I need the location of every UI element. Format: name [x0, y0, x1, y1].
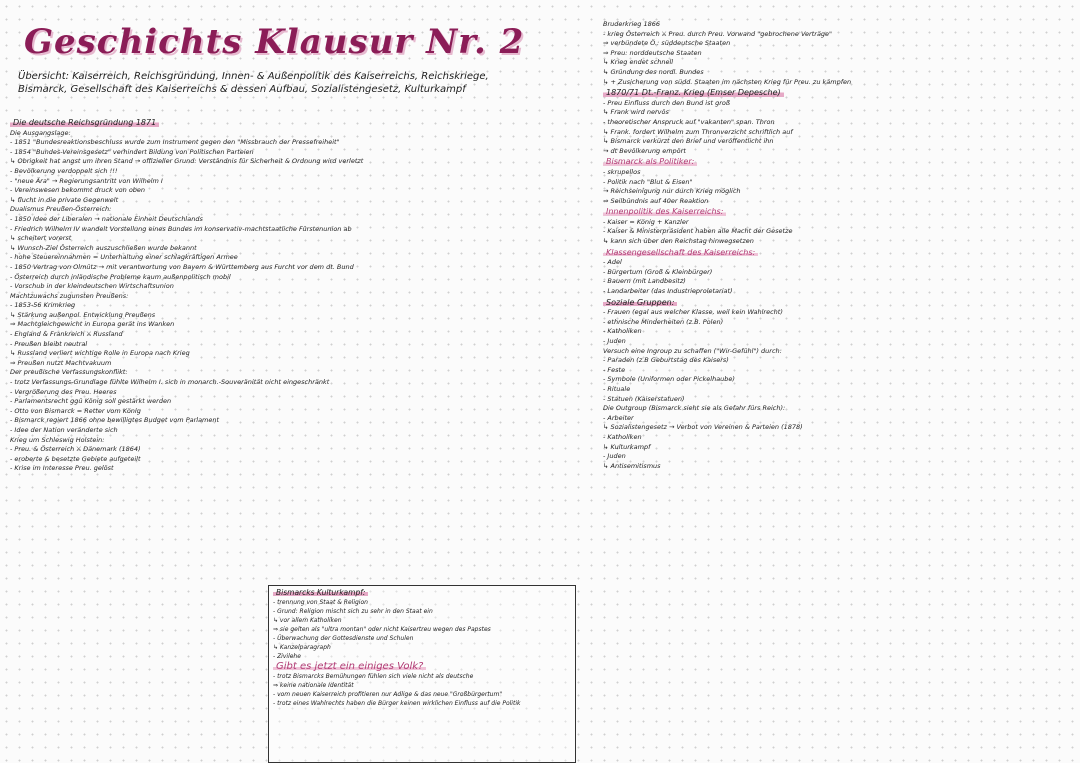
page-title: Geschichts Klausur Nr. 2 [24, 22, 525, 62]
overview [18, 70, 578, 96]
note-line: - krieg Österreich ⚔ Preu. durch Preu. Vorwand "gebrochene Verträge" [603, 29, 833, 38]
note-line: - Juden [603, 337, 626, 345]
right-column [603, 20, 1073, 471]
note-line: - Überwachung der Gottesdienste und Schulen [273, 635, 414, 642]
note-line: - Preu. & Österreich ⚔ Dänemark (1864) [10, 445, 141, 454]
section-heading [603, 87, 1073, 99]
section-heading [273, 587, 571, 598]
note-line: - Adel [603, 258, 622, 267]
note-line: - Österreich durch inländische Probleme kaum außenpolitisch mobil [10, 272, 231, 281]
note-line: - Krise im Interesse Preu. gelöst [10, 464, 114, 473]
heading-text: Bismarcks Kulturkampf: [273, 588, 368, 597]
heading-text: Klassengesellschaft des Kaiserreichs: [603, 248, 758, 258]
note-line: ↳ Kanzelparagraph [273, 644, 331, 651]
note-line: - Rituale [603, 384, 631, 393]
note-line: ↳ Krieg endet schnell [603, 58, 674, 67]
note-line: Krieg um Schleswig Holstein: [10, 435, 105, 444]
note-line: ↳ Frank. fordert Wilhelm zum Thronverzicht schriftlich auf [603, 127, 793, 136]
note-line: - England & Frankreich ⚔ Russland [10, 330, 123, 339]
note-line: ⇒ sie gelten als "ultra montan" oder nicht Kaisertreu wegen des Papstes [273, 626, 491, 633]
note-line: - Katholiken [603, 432, 642, 441]
kulturkampf-box [268, 585, 576, 763]
note-line: - trennung von Staat & Religion [273, 599, 368, 606]
note-line: - Zivilehe [273, 653, 301, 660]
note-line: ↳ Frank wird nervös [603, 108, 669, 117]
note-line: - Friedrich Wilhelm IV wandelt Vorstellung eines Bundes im konservativ-machtstaatliche Fürstenunion ab [10, 224, 352, 233]
note-line: - 1850 Vertrag von Olmütz → mit verantwortung von Bayern & Württemberg aus Furcht vor dem dt. Bund [10, 262, 354, 271]
note-line: - Idee der Nation veränderte sich [10, 426, 118, 434]
note-line: - Landarbeiter (das Industrieproletariat) [603, 287, 733, 296]
note-line: - Kaiser & Ministerpräsident haben alle Macht der Gesetze [603, 227, 793, 236]
note-line: - eroberte & besetzte Gebiete aufgeteilt [10, 454, 141, 463]
note-line: ⇒ Preu: norddeutsche Staaten [603, 48, 702, 57]
note-line: - Bevölkerung verdoppelt sich !!! [10, 166, 118, 175]
heading-text: 1870/71 Dt.-Franz. Krieg (Emser Depesche) [603, 88, 784, 98]
note-line: - Vorschub in der kleindeutschen Wirtschaftsunion [10, 282, 174, 291]
note-line: - Bauern (mit Landbesitz) [603, 277, 686, 286]
note-line: Dualismus Preußen-Österreich: [10, 205, 112, 214]
note-line: ↳ + Zusicherung von südd. Staaten im nächsten Krieg für Preu. zu kämpfen [603, 77, 852, 86]
note-line: - Feste [603, 365, 626, 374]
note-line: ↳ kann sich über den Reichstag hinwegsetzen [603, 237, 754, 246]
note-line: - Bismarck regiert 1866 ohne bewilligtes Budget vom Parlament [10, 416, 220, 425]
heading-text: Bismarck als Politiker: [603, 157, 697, 167]
note-line: - Otto von Bismarck = Retter vom König [10, 406, 141, 415]
note-line: - vom neuen Kaiserreich profitieren nur Adlige & das neue "Großbürgertum" [273, 691, 503, 698]
note-line: ↳ Russland verliert wichtige Rolle in Europa nach Krieg [10, 349, 190, 358]
heading-text: Die deutsche Reichsgründung 1871 [10, 118, 159, 128]
note-line: Bruderkrieg 1866 [603, 20, 661, 28]
section-heading [603, 297, 1073, 309]
note-line: - Preußen bleibt neutral [10, 339, 88, 348]
note-line: - Vereinswesen bekommt druck von oben [10, 186, 146, 195]
note-line: - 1850 Idee der Liberalen → nationale Einheit Deutschlands [10, 214, 203, 223]
note-line: ↳ Kulturkampf [603, 442, 651, 451]
note-line: ⇒ Machtgleichgewicht in Europa gerät ins Wanken [10, 320, 175, 329]
note-line: ↳ Antisemitismus [603, 461, 661, 470]
note-line: ↳ Gründung des nordl. Bundes [603, 67, 704, 76]
overview-line: Bismarck, Gesellschaft des Kaiserreichs & dessen Aufbau, Sozialistengesetz, Kulturkampf [18, 84, 466, 95]
note-line: - "neue Ära" → Regierungsantritt von Wilhelm I [10, 176, 163, 185]
note-line: Machtzuwachs zugunsten Preußens: [10, 291, 129, 300]
overview-line: Übersicht: Kaiserreich, Reichsgründung, Innen- & Außenpolitik des Kaiserreichs, Reichskriege, [18, 71, 489, 82]
note-line: - Statuen (Kaiserstatuen) [603, 394, 685, 403]
note-line: ↳ Wunsch-Ziel Österreich auszuschließen wurde bekannt [10, 243, 197, 252]
note-line: - Vergrößerung des Preu. Heeres [10, 387, 117, 396]
note-line: - trotz eines Wahlrechts haben die Bürger keinen wirklichen Einfluss auf die Politik [273, 700, 521, 707]
left-column [10, 117, 570, 474]
section-heading [10, 117, 570, 129]
note-line: - Symbole (Uniformen oder Pickelhaube) [603, 375, 735, 384]
note-line: - theoretischer Anspruck auf "vakanten" span. Thron [603, 117, 775, 126]
note-line: - Arbeiter [603, 413, 634, 422]
note-line: - Kaiser = König + Kanzler [603, 217, 689, 226]
note-line: - skrupellos [603, 167, 641, 176]
note-line: ↳ Obrigkeit hat angst um ihren Stand → offizieller Grund: Verständnis für Sicherheit & Ordnung wird verletzt [10, 157, 364, 166]
note-line: - 1853-56 Krimkrieg [10, 301, 76, 310]
note-line: ⇒ Seilbündnis auf 40er Reaktion [603, 196, 709, 205]
note-line: → dt Bevölkerung empört [603, 146, 686, 155]
note-line: - Paraden (z.B Geburtstag des Kaisers) [603, 356, 729, 365]
note-line: ↳ Bismarck verkürzt den Brief und veröffentlicht ihn [603, 137, 774, 146]
note-line: ⇒ verbündete Ö.: süddeutsche Staaten [603, 39, 731, 48]
note-line: ↳ vor allem Katholiken [273, 617, 342, 624]
note-line: → Reichseinigung nur durch Krieg möglich [603, 187, 741, 196]
section-heading [603, 156, 1073, 168]
note-line: - Grund: Religion mischt sich zu sehr in den Staat ein [273, 608, 433, 615]
note-line: - Preu Einfluss durch den Bund ist groß [603, 98, 730, 107]
note-line: - 1851 "Bundesreaktionsbeschluss wurde zum Instrument gegen den "Missbrauch der Pressefreiheit" [10, 138, 340, 147]
note-line: - Parlamentsrecht ggü König soll gestärkt werden [10, 397, 172, 406]
note-line: - Frauen (egal aus welcher Klasse, weil kein Wahlrecht) [603, 308, 783, 317]
note-line: - Politik nach "Blut & Eisen" [603, 177, 693, 186]
note-line: Die Outgroup (Bismarck sieht sie als Gefahr fürs Reich): [603, 404, 786, 413]
note-line: ↳ Sozialistengesetz → Verbot von Vereinen & Parteien (1878) [603, 423, 803, 432]
note-line: Die Ausgangslage: [10, 128, 71, 137]
section-heading [273, 661, 571, 672]
note-line: Der preußische Verfassungskonflikt: [10, 368, 128, 377]
heading-text: Gibt es jetzt ein einiges Volk? [273, 662, 426, 671]
note-line: - 1854 "Bundes-Vereinsgesetz" verhindert Bildung von Politischen Parteien [10, 147, 254, 156]
note-line: Versuch eine Ingroup zu schaffen ("Wir-Gefühl") durch: [603, 346, 782, 355]
note-line: ↳ Stärkung außenpol. Entwicklung Preußens [10, 310, 156, 319]
note-line: ⇒ keine nationale Identität [273, 682, 354, 689]
section-heading [603, 247, 1073, 259]
note-line: - Juden [603, 452, 626, 461]
note-line: - Katholiken [603, 327, 642, 336]
note-line: - Bürgertum (Groß & Kleinbürger) [603, 267, 713, 276]
note-line: - trotz Bismarcks Bemühungen fühlen sich viele nicht als deutsche [273, 673, 474, 680]
note-line: ↳ flucht in die private Gegenwelt [10, 195, 119, 204]
heading-text: Innenpolitik des Kaiserreichs: [603, 207, 726, 217]
section-heading [603, 206, 1073, 218]
note-line: ⇒ Preußen nutzt Machtvakuum [10, 358, 112, 367]
heading-text: Soziale Gruppen: [603, 298, 677, 308]
note-line: - trotz Verfassungs-Grundlage fühlte Wilhelm I. sich in monarch.-Souveränität nicht eingeschränkt [10, 378, 330, 387]
note-line: - hohe Steuereinnahmen = Unterhaltung einer schlagkräftigen Armee [10, 253, 238, 262]
note-line: - ethnische Minderheiten (z.B. Polen) [603, 317, 724, 326]
note-line: ↳ scheitert vorerst [10, 234, 72, 243]
